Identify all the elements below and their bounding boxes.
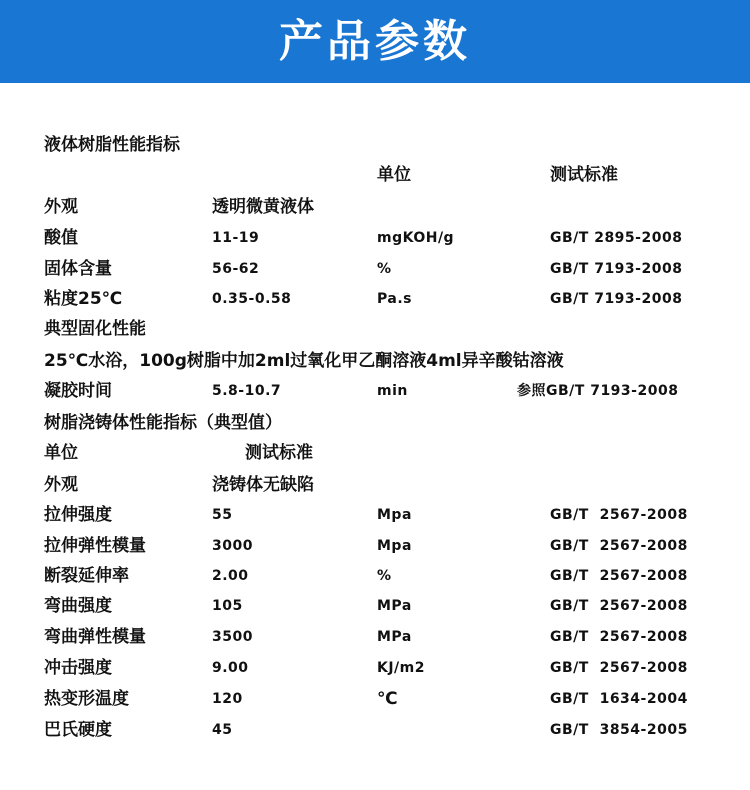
property-standard: GB/T 2567-2008	[550, 538, 688, 554]
property-unit: ℃	[377, 689, 398, 709]
curing-condition: 25℃水浴，100g树脂中加2ml过氧化甲乙酮溶液4ml异辛酸钴溶液	[44, 351, 564, 371]
property-value: 120	[212, 691, 243, 707]
property-value: 45	[212, 722, 233, 738]
property-standard: GB/T 1634-2004	[550, 691, 688, 707]
property-name: 外观	[44, 197, 78, 217]
casting-header-row	[0, 438, 750, 468]
curing-section-heading-row	[0, 314, 750, 344]
table-row	[0, 531, 750, 561]
property-standard: GB/T 2567-2008	[550, 598, 688, 614]
table-row	[0, 470, 750, 500]
header-banner	[0, 0, 750, 83]
table-row	[0, 591, 750, 621]
property-value: 2.00	[212, 568, 249, 584]
property-name: 凝胶时间	[44, 381, 112, 401]
unit-column-header: 单位	[377, 165, 411, 185]
property-name: 巴氏硬度	[44, 720, 112, 740]
casting-section-heading-row	[0, 408, 750, 438]
liquid-header-row	[0, 160, 750, 190]
property-name: 酸值	[44, 228, 78, 248]
table-row	[0, 653, 750, 683]
property-standard: GB/T 2567-2008	[550, 507, 688, 523]
table-row	[0, 715, 750, 745]
property-unit: Mpa	[377, 538, 412, 554]
table-row	[0, 561, 750, 591]
property-name: 拉伸弹性模量	[44, 536, 146, 556]
property-unit: MPa	[377, 629, 412, 645]
table-row	[0, 192, 750, 222]
property-value: 透明微黄液体	[212, 197, 314, 217]
property-standard: GB/T 2895-2008	[550, 230, 683, 246]
property-value: 105	[212, 598, 243, 614]
property-unit: mgKOH/g	[377, 230, 455, 246]
property-unit: min	[377, 383, 408, 399]
liquid-section-heading-row	[0, 130, 750, 160]
standard-column-header: 测试标准	[550, 165, 618, 185]
property-name: 热变形温度	[44, 689, 129, 709]
casting-section-heading: 树脂浇铸体性能指标（典型值）	[44, 413, 282, 433]
liquid-section-heading: 液体树脂性能指标	[44, 135, 180, 155]
property-standard: GB/T 7193-2008	[550, 261, 683, 277]
property-unit: Pa.s	[377, 291, 412, 307]
table-row	[0, 284, 750, 314]
property-standard: GB/T 2567-2008	[550, 568, 688, 584]
property-name: 粘度25℃	[44, 289, 123, 309]
property-unit: %	[377, 261, 392, 277]
property-standard: GB/T 2567-2008	[550, 629, 688, 645]
property-name: 拉伸强度	[44, 505, 112, 525]
table-row	[0, 376, 750, 406]
property-value: 55	[212, 507, 233, 523]
property-unit: MPa	[377, 598, 412, 614]
property-name: 弯曲弹性模量	[44, 627, 146, 647]
property-name: 固体含量	[44, 259, 112, 279]
property-value: 56-62	[212, 261, 260, 277]
property-name: 冲击强度	[44, 658, 112, 678]
unit-column-header: 单位	[44, 443, 78, 463]
property-name: 弯曲强度	[44, 596, 112, 616]
curing-section-heading: 典型固化性能	[44, 319, 146, 339]
page-title: 产品参数	[279, 16, 471, 67]
property-standard: GB/T 2567-2008	[550, 660, 688, 676]
property-unit: KJ/m2	[377, 660, 425, 676]
property-name: 断裂延伸率	[44, 566, 129, 586]
property-standard: GB/T 7193-2008	[550, 291, 683, 307]
property-unit: Mpa	[377, 507, 412, 523]
property-value: 5.8-10.7	[212, 383, 282, 399]
property-value: 11-19	[212, 230, 260, 246]
table-row	[0, 622, 750, 652]
property-value: 0.35-0.58	[212, 291, 292, 307]
property-value: 浇铸体无缺陷	[212, 475, 314, 495]
property-unit: %	[377, 568, 392, 584]
property-standard: 参照GB/T 7193-2008	[517, 383, 679, 399]
table-row	[0, 254, 750, 284]
property-name: 外观	[44, 475, 78, 495]
property-value: 3000	[212, 538, 253, 554]
standard-column-header: 测试标准	[245, 443, 313, 463]
table-row	[0, 223, 750, 253]
table-row	[0, 500, 750, 530]
property-standard: GB/T 3854-2005	[550, 722, 688, 738]
curing-condition-row	[0, 346, 750, 376]
property-value: 9.00	[212, 660, 249, 676]
table-row	[0, 684, 750, 714]
property-value: 3500	[212, 629, 253, 645]
